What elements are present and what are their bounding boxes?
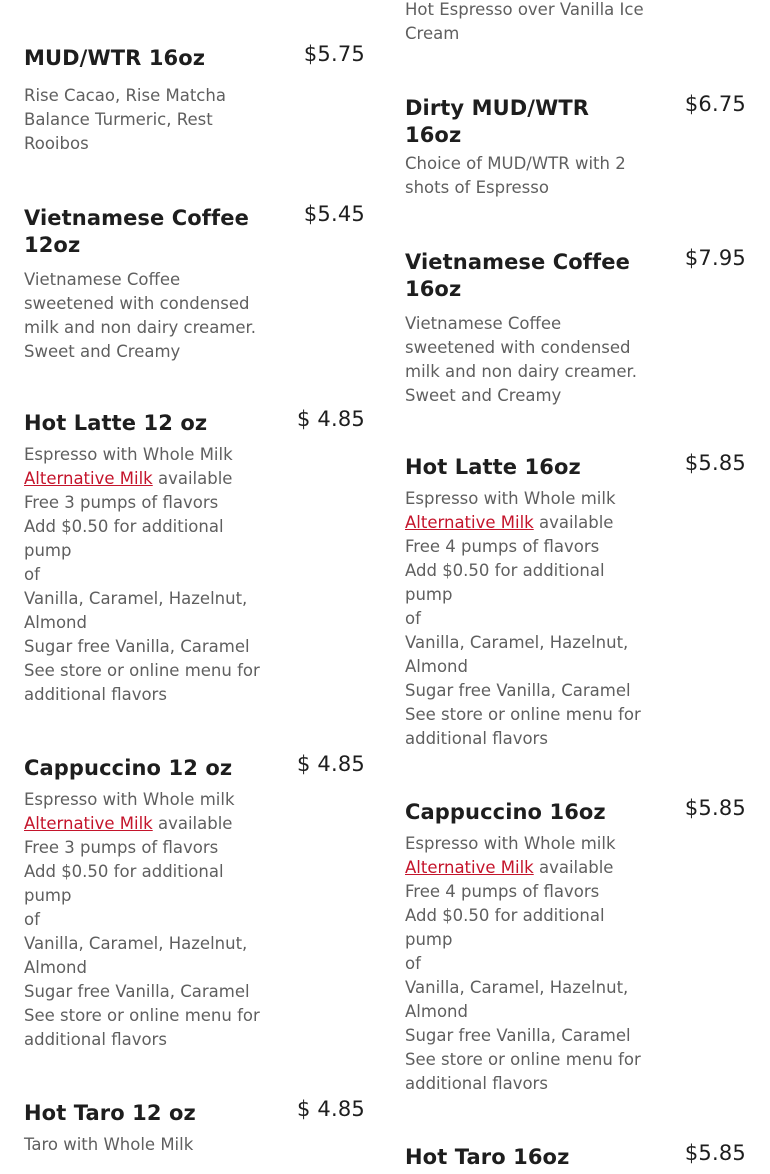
item-description xyxy=(405,312,649,408)
item-price: $ 4.85 xyxy=(297,407,365,431)
item-name: Vietnamese Coffee 12oz xyxy=(24,206,249,257)
description-line: Free 3 pumps of flavors xyxy=(24,838,219,857)
alternative-milk-suffix: available xyxy=(533,858,614,877)
item-name: Hot Latte 12 oz xyxy=(24,411,208,435)
description-line: Vanilla, Caramel, Hazelnut, xyxy=(24,589,248,608)
alternative-milk-line xyxy=(24,812,268,836)
description-line: Add $0.50 for additional pump xyxy=(24,517,224,560)
description-line: Free 4 pumps of flavors xyxy=(405,537,600,556)
description-line: Vanilla, Caramel, Hazelnut, xyxy=(405,633,629,652)
item-name: Hot Latte 16oz xyxy=(405,455,581,479)
description-line: Almond xyxy=(24,613,87,632)
description-line: See store or online menu for xyxy=(24,1006,260,1025)
description-line: of xyxy=(405,609,421,628)
item-description xyxy=(24,268,268,364)
alternative-milk-link[interactable]: Alternative Milk xyxy=(405,858,534,877)
description-line: Cream xyxy=(405,24,460,43)
item-name: Cappuccino 12 oz xyxy=(24,756,233,780)
item-name: MUD/WTR 16oz xyxy=(24,46,206,70)
item-price: $5.85 xyxy=(684,1141,746,1165)
item-price: $5.45 xyxy=(303,202,365,226)
description-line: See store or online menu for xyxy=(24,661,260,680)
description-line: Add $0.50 for additional pump xyxy=(24,862,224,905)
item-description xyxy=(24,1133,268,1157)
item-price: $7.95 xyxy=(684,246,746,270)
item-price: $5.85 xyxy=(684,796,746,820)
item-name: Cappuccino 16oz xyxy=(405,800,606,824)
item-price: $5.85 xyxy=(684,451,746,475)
description-line: Free 3 pumps of flavors xyxy=(24,493,219,512)
description-line: Sugar free Vanilla, Caramel xyxy=(24,982,250,1001)
description-line: milk and non dairy creamer. xyxy=(405,362,638,381)
item-header xyxy=(405,246,746,303)
description-line: Vietnamese Coffee xyxy=(405,314,562,333)
description-line: Espresso with Whole milk xyxy=(24,790,235,809)
description-line: Vanilla, Caramel, Hazelnut, xyxy=(405,978,629,997)
item-header xyxy=(24,1097,365,1130)
alternative-milk-link[interactable]: Alternative Milk xyxy=(405,513,534,532)
item-header xyxy=(405,451,746,484)
menu-column-left xyxy=(24,0,365,1157)
menu-item[interactable] xyxy=(24,407,365,707)
description-line: Rise Cacao, Rise Matcha xyxy=(24,86,226,105)
description-line: Rooibos xyxy=(24,134,89,153)
item-price: $6.75 xyxy=(684,92,746,116)
description-line: shots of Espresso xyxy=(405,178,549,197)
alternative-milk-suffix: available xyxy=(152,814,233,833)
item-description xyxy=(405,487,649,751)
alternative-milk-link[interactable]: Alternative Milk xyxy=(24,814,153,833)
alternative-milk-suffix: available xyxy=(152,469,233,488)
description-line: sweetened with condensed xyxy=(405,338,631,357)
description-line: See store or online menu for xyxy=(405,705,641,724)
description-line: Almond xyxy=(405,657,468,676)
description-line: Vietnamese Coffee xyxy=(24,270,181,289)
item-price: $ 4.85 xyxy=(297,752,365,776)
description-line: additional flavors xyxy=(405,729,548,748)
menu-item[interactable] xyxy=(24,752,365,1052)
item-description xyxy=(405,0,645,46)
description-line: Balance Turmeric, Rest xyxy=(24,110,213,129)
description-line: Sugar free Vanilla, Caramel xyxy=(405,681,631,700)
description-line: additional flavors xyxy=(24,1030,167,1049)
item-header xyxy=(405,92,746,149)
menu-column-right xyxy=(405,0,746,1174)
menu-item[interactable] xyxy=(405,796,746,1096)
description-line: Espresso with Whole milk xyxy=(405,489,616,508)
item-header xyxy=(24,407,365,440)
menu-item[interactable] xyxy=(24,1097,365,1157)
alternative-milk-link[interactable]: Alternative Milk xyxy=(24,469,153,488)
menu-item[interactable] xyxy=(24,42,365,156)
menu-item[interactable] xyxy=(405,451,746,751)
description-line: of xyxy=(405,954,421,973)
description-line: Almond xyxy=(24,958,87,977)
description-line: Sugar free Vanilla, Caramel xyxy=(405,1026,631,1045)
item-price: $5.75 xyxy=(303,42,365,66)
description-line: of xyxy=(24,910,40,929)
description-line: See store or online menu for xyxy=(405,1050,641,1069)
item-price: $ 4.85 xyxy=(297,1097,365,1121)
description-line: Hot Espresso over Vanilla Ice xyxy=(405,0,644,19)
description-line: Almond xyxy=(405,1002,468,1021)
item-description xyxy=(405,832,649,1096)
description-line: Sugar free Vanilla, Caramel xyxy=(24,637,250,656)
alternative-milk-line xyxy=(24,467,268,491)
description-line: Add $0.50 for additional pump xyxy=(405,561,605,604)
alternative-milk-line xyxy=(405,856,649,880)
item-header xyxy=(24,42,365,75)
item-header xyxy=(405,1141,746,1174)
description-line: Add $0.50 for additional pump xyxy=(405,906,605,949)
item-header xyxy=(24,752,365,785)
description-line: Espresso with Whole milk xyxy=(405,834,616,853)
alternative-milk-line xyxy=(405,511,649,535)
item-name: Hot Taro 12 oz xyxy=(24,1101,196,1125)
item-header xyxy=(405,796,746,829)
description-line: Espresso with Whole Milk xyxy=(24,445,233,464)
item-description xyxy=(405,152,649,200)
description-line: Vanilla, Caramel, Hazelnut, xyxy=(24,934,248,953)
description-line: Free 4 pumps of flavors xyxy=(405,882,600,901)
alternative-milk-suffix: available xyxy=(533,513,614,532)
description-line: sweetened with condensed xyxy=(24,294,250,313)
item-name: Dirty MUD/WTR 16oz xyxy=(405,96,590,147)
description-line: milk and non dairy creamer. xyxy=(24,318,257,337)
description-line: additional flavors xyxy=(24,685,167,704)
menu-item[interactable] xyxy=(405,1141,746,1174)
description-line: of xyxy=(24,565,40,584)
description-line: Sweet and Creamy xyxy=(405,386,562,405)
item-name: Hot Taro 16oz xyxy=(405,1145,570,1169)
description-line: Taro with Whole Milk xyxy=(24,1135,194,1154)
item-name: Vietnamese Coffee 16oz xyxy=(405,250,630,301)
description-line: additional flavors xyxy=(405,1074,548,1093)
menu-item[interactable] xyxy=(24,202,365,364)
menu-item[interactable] xyxy=(405,246,746,408)
description-line: Sweet and Creamy xyxy=(24,342,181,361)
item-description xyxy=(24,443,268,707)
description-line: Choice of MUD/WTR with 2 xyxy=(405,154,626,173)
menu-item[interactable] xyxy=(405,92,746,200)
item-description xyxy=(24,788,268,1052)
item-description xyxy=(24,84,268,156)
item-header xyxy=(24,202,365,259)
